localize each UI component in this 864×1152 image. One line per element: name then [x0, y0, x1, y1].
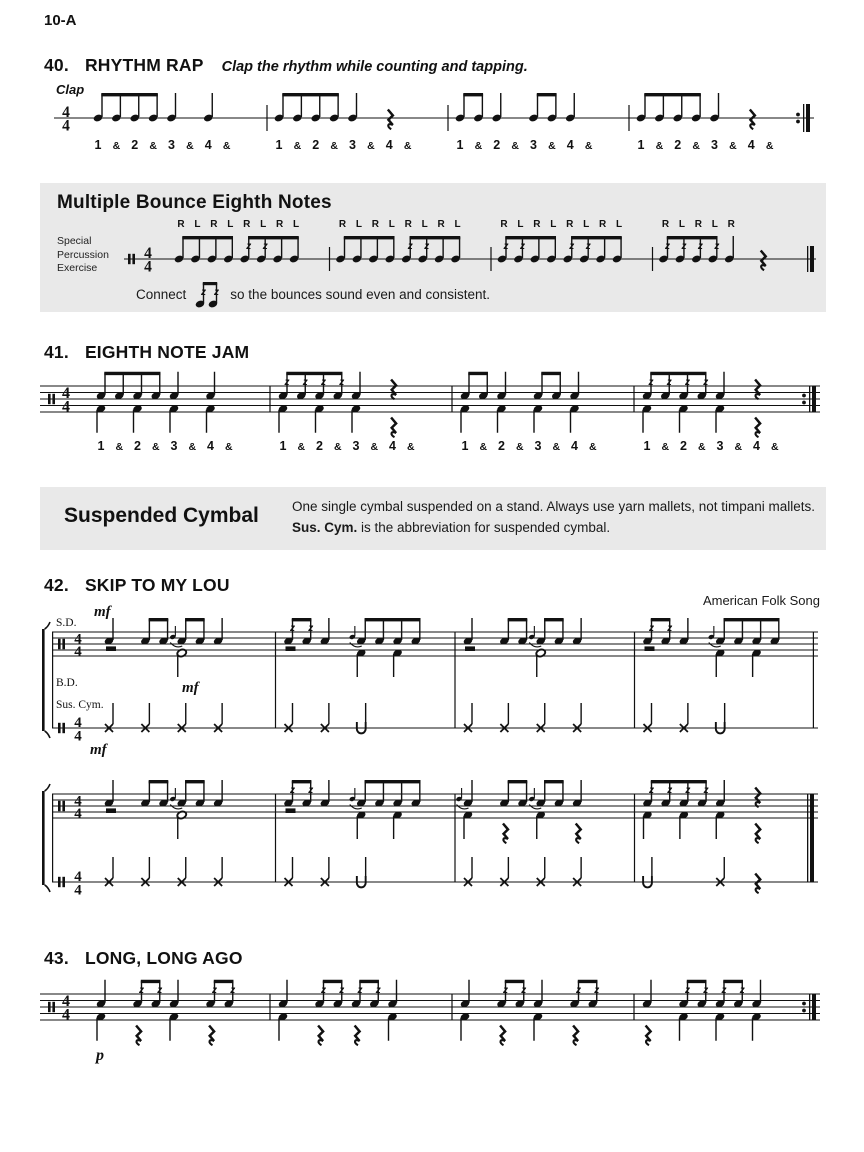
svg-text:z: z [357, 984, 363, 996]
svg-text:4: 4 [74, 869, 82, 885]
svg-text:&: & [222, 140, 231, 152]
svg-text:&: & [403, 140, 412, 152]
cymbal-box-text: One single cymbal suspended on a stand. Always use yarn mallets, not timpani mallets. Sus. Cym. is the abbreviation for suspended cymbal. [292, 499, 816, 535]
svg-text:z: z [246, 241, 252, 252]
svg-text:&: & [765, 140, 774, 152]
svg-text:z: z [594, 984, 600, 996]
svg-text:3: 3 [170, 439, 178, 453]
svg-text:R: R [500, 219, 508, 230]
svg-text:S.D.: S.D. [56, 617, 77, 629]
svg-text:&: & [515, 441, 524, 453]
svg-text:z: z [703, 376, 709, 388]
svg-text:L: L [678, 219, 685, 230]
ex42-system-2 [36, 770, 830, 922]
svg-text:2: 2 [312, 138, 320, 152]
bounce-box [40, 183, 826, 312]
svg-text:&: & [734, 441, 743, 453]
svg-text:mf: mf [94, 604, 111, 620]
ex42-title: SKIP TO MY LOU [84, 575, 230, 595]
svg-text:z: z [569, 241, 575, 252]
svg-text:1: 1 [94, 138, 102, 152]
svg-text:z: z [308, 785, 314, 796]
svg-text:3: 3 [711, 138, 718, 152]
svg-text:R: R [177, 219, 185, 230]
svg-text:&: & [655, 140, 664, 152]
svg-text:&: & [186, 140, 194, 152]
svg-text:z: z [521, 984, 527, 996]
svg-text:R: R [243, 219, 251, 230]
ex40-notation [40, 82, 832, 162]
svg-text:R: R [694, 219, 702, 230]
svg-text:L: L [421, 219, 428, 230]
svg-text:4: 4 [62, 117, 70, 135]
svg-text:4: 4 [74, 643, 82, 660]
ex43-number: 43. [44, 948, 69, 968]
svg-text:R: R [661, 219, 670, 230]
svg-text:R: R [210, 219, 218, 230]
svg-text:2: 2 [316, 439, 323, 453]
svg-text:4: 4 [144, 245, 152, 262]
svg-text:&: & [224, 441, 233, 453]
svg-text:4: 4 [389, 439, 396, 453]
svg-text:&: & [115, 441, 124, 453]
svg-text:z: z [697, 241, 703, 252]
ex41-number: 41. [44, 342, 69, 362]
svg-text:z: z [739, 984, 745, 996]
svg-text:L: L [583, 219, 590, 230]
svg-text:2: 2 [134, 439, 141, 453]
svg-text:&: & [474, 140, 483, 152]
svg-text:L: L [550, 219, 557, 230]
svg-text:z: z [703, 785, 709, 796]
svg-text:R: R [566, 219, 574, 230]
svg-text:4: 4 [74, 882, 82, 899]
ex40-number: 40. [44, 55, 69, 75]
svg-text:R: R [404, 219, 412, 230]
svg-text:L: L [293, 219, 300, 230]
ex42-number: 42. [44, 575, 69, 595]
svg-text:1: 1 [275, 138, 283, 152]
svg-text:&: & [330, 140, 338, 152]
svg-text:4: 4 [571, 439, 578, 453]
svg-text:&: & [370, 441, 379, 453]
ex41-notation [40, 366, 832, 460]
svg-text:z: z [321, 984, 326, 996]
svg-text:z: z [308, 623, 314, 634]
svg-text:z: z [339, 984, 345, 996]
svg-text:z: z [667, 623, 673, 634]
svg-text:z: z [262, 241, 268, 252]
svg-text:4: 4 [62, 398, 70, 416]
svg-text:z: z [681, 241, 687, 252]
svg-text:&: & [770, 441, 779, 453]
svg-text:2: 2 [674, 138, 682, 152]
svg-text:4: 4 [62, 993, 70, 1010]
ex41-title: EIGHTH NOTE JAM [84, 342, 250, 362]
svg-text:4: 4 [385, 138, 393, 152]
ex42-heading [44, 575, 230, 596]
svg-text:&: & [297, 441, 306, 453]
svg-text:z: z [290, 785, 295, 796]
svg-text:4: 4 [747, 138, 755, 152]
svg-text:&: & [333, 441, 342, 453]
svg-text:z: z [685, 376, 690, 388]
ex40-heading [44, 55, 528, 76]
svg-text:z: z [685, 984, 690, 996]
svg-text:3: 3 [349, 138, 356, 152]
svg-text:&: & [406, 441, 415, 453]
svg-text:z: z [214, 287, 220, 298]
svg-text:2: 2 [680, 439, 687, 453]
svg-text:z: z [666, 376, 672, 388]
svg-text:4: 4 [62, 385, 70, 402]
ex43-heading [44, 948, 243, 969]
svg-text:L: L [454, 219, 461, 230]
svg-text:&: & [112, 140, 121, 152]
svg-text:&: & [588, 441, 597, 453]
svg-text:B.D.: B.D. [56, 677, 78, 689]
svg-text:&: & [548, 140, 556, 152]
svg-text:L: L [355, 219, 362, 230]
svg-text:1: 1 [643, 439, 651, 453]
svg-text:z: z [667, 785, 673, 796]
svg-text:R: R [276, 219, 284, 230]
svg-text:R: R [371, 219, 379, 230]
svg-text:4: 4 [74, 631, 82, 648]
svg-text:&: & [151, 441, 160, 453]
svg-text:z: z [157, 984, 163, 996]
svg-text:2: 2 [493, 138, 501, 152]
svg-text:z: z [648, 376, 654, 388]
svg-text:Clap: Clap [56, 82, 85, 97]
svg-text:z: z [649, 785, 654, 796]
svg-text:z: z [665, 241, 670, 252]
svg-text:&: & [293, 140, 302, 152]
svg-text:z: z [703, 984, 709, 996]
svg-text:z: z [585, 241, 591, 252]
svg-text:3: 3 [530, 138, 537, 152]
svg-text:&: & [479, 441, 488, 453]
svg-text:L: L [388, 219, 395, 230]
svg-text:R: R [437, 219, 445, 230]
svg-text:L: L [260, 219, 267, 230]
svg-text:R: R [338, 219, 347, 230]
svg-text:z: z [284, 376, 290, 388]
svg-text:mf: mf [90, 742, 107, 758]
buzz-pair-icon [193, 277, 223, 311]
svg-text:1: 1 [97, 439, 105, 453]
svg-text:L: L [227, 219, 234, 230]
svg-text:z: z [649, 623, 654, 634]
svg-text:2: 2 [131, 138, 139, 152]
svg-text:4: 4 [207, 439, 214, 453]
svg-text:&: & [584, 140, 593, 152]
ex43-title: LONG, LONG AGO [84, 948, 243, 968]
svg-text:z: z [714, 241, 720, 252]
svg-text:z: z [302, 376, 308, 388]
svg-text:&: & [367, 140, 375, 152]
bounce-caption: Connect z z so the bounces sound even and consistent. [136, 277, 490, 311]
svg-text:1: 1 [461, 439, 469, 453]
svg-text:1: 1 [637, 138, 645, 152]
svg-text:&: & [552, 441, 561, 453]
bounce-box-title: Multiple Bounce Eighth Notes [57, 192, 332, 213]
page-number: 10-A [44, 12, 77, 29]
svg-text:z: z [503, 241, 509, 252]
svg-text:2: 2 [498, 439, 505, 453]
svg-text:4: 4 [74, 715, 82, 731]
svg-text:z: z [424, 241, 430, 252]
cymbal-box [40, 487, 826, 550]
svg-text:3: 3 [534, 439, 542, 453]
cymbal-box-title: Suspended Cymbal [64, 504, 259, 527]
svg-text:4: 4 [204, 138, 212, 152]
svg-text:&: & [511, 140, 519, 152]
ex43-notation [40, 972, 832, 1072]
svg-text:&: & [661, 441, 670, 453]
svg-text:4: 4 [62, 104, 70, 121]
svg-text:4: 4 [144, 258, 152, 276]
svg-text:3: 3 [352, 439, 360, 453]
svg-text:1: 1 [279, 439, 287, 453]
svg-text:4: 4 [74, 728, 82, 745]
svg-text:R: R [533, 219, 541, 230]
svg-text:L: L [194, 219, 201, 230]
ex40-instruction: Clap the rhythm while counting and tapping. [221, 59, 528, 75]
svg-text:&: & [188, 441, 197, 453]
svg-text:L: L [517, 219, 524, 230]
svg-text:3: 3 [716, 439, 724, 453]
svg-text:z: z [407, 241, 413, 252]
svg-text:z: z [321, 376, 326, 388]
svg-text:p: p [96, 1047, 104, 1064]
svg-text:Sus. Cym.: Sus. Cym. [56, 699, 104, 711]
svg-text:z: z [519, 241, 525, 252]
svg-text:L: L [711, 219, 718, 230]
svg-text:z: z [503, 984, 508, 996]
svg-text:3: 3 [168, 138, 175, 152]
svg-text:z: z [139, 984, 144, 996]
ex40-title: RHYTHM RAP [84, 55, 204, 75]
svg-text:&: & [697, 441, 706, 453]
svg-text:mf: mf [182, 680, 199, 696]
svg-text:&: & [149, 140, 157, 152]
svg-text:4: 4 [62, 1006, 70, 1024]
svg-text:&: & [729, 140, 737, 152]
svg-text:R: R [599, 219, 607, 230]
svg-text:1: 1 [456, 138, 464, 152]
svg-text:z: z [685, 785, 691, 796]
svg-text:z: z [375, 984, 381, 996]
ex41-heading [44, 342, 249, 363]
ex42-system-1 [36, 602, 830, 766]
svg-text:z: z [721, 984, 727, 996]
special-percussion-label: Special Percussion Exercise [57, 235, 109, 275]
svg-text:z: z [576, 984, 581, 996]
ex42-credit: American Folk Song [702, 593, 820, 608]
svg-text:z: z [201, 287, 207, 298]
svg-text:&: & [692, 140, 700, 152]
svg-text:4: 4 [753, 439, 760, 453]
svg-text:z: z [212, 984, 217, 996]
svg-text:L: L [616, 219, 623, 230]
svg-text:4: 4 [74, 805, 82, 822]
svg-text:4: 4 [566, 138, 574, 152]
bounce-notation [124, 217, 822, 279]
svg-text:z: z [230, 984, 236, 996]
svg-text:z: z [290, 623, 295, 634]
svg-text:R: R [727, 219, 735, 230]
svg-text:4: 4 [74, 793, 82, 810]
svg-text:z: z [339, 376, 345, 388]
